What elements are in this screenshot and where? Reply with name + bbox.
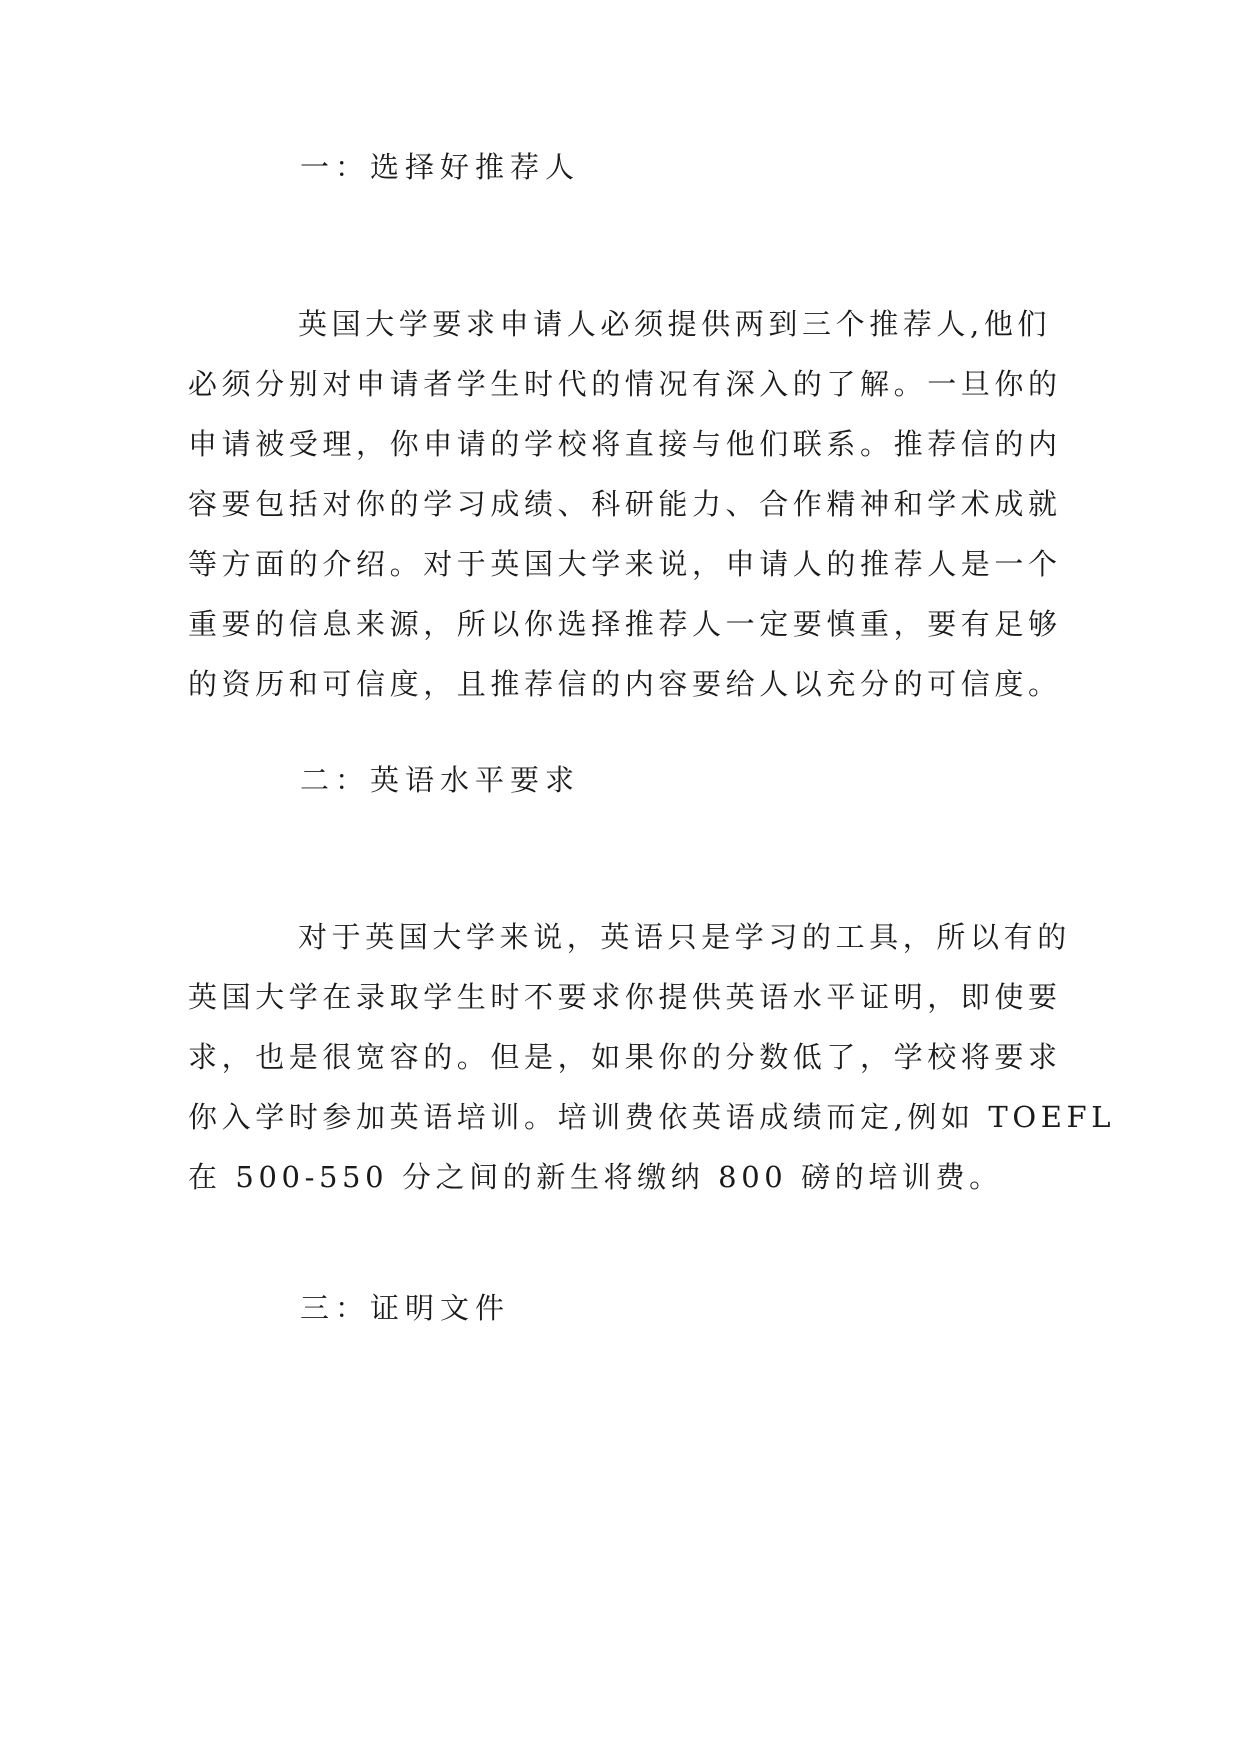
paragraph-line: 容要包括对你的学习成绩、科研能力、合作精神和学术成就 (188, 487, 1062, 521)
section-heading-documents: 三：证明文件 (300, 1291, 511, 1325)
paragraph-line: 必须分别对申请者学生时代的情况有深入的了解。一旦你的 (188, 367, 1062, 401)
paragraph-line: 申请被受理，你申请的学校将直接与他们联系。推荐信的内 (188, 427, 1062, 461)
paragraph-english (188, 907, 1116, 1207)
paragraph-line: 求，也是很宽容的。但是，如果你的分数低了，学校将要求 (188, 1040, 1062, 1074)
paragraph-line: 英国大学在录取学生时不要求你提供英语水平证明，即使要 (188, 980, 1062, 1014)
paragraph-line: 重要的信息来源，所以你选择推荐人一定要慎重，要有足够 (188, 607, 1062, 641)
paragraph-recommender (188, 294, 1068, 714)
paragraph-line: 等方面的介绍。对于英国大学来说，申请人的推荐人是一个 (188, 547, 1062, 581)
section-heading-english: 二：英语水平要求 (300, 763, 581, 797)
paragraph-line: 的资历和可信度，且推荐信的内容要给人以充分的可信度。 (188, 667, 1062, 701)
paragraph-line: 英国大学要求申请人必须提供两到三个推荐人,他们 (298, 307, 1052, 341)
paragraph-line: 在 500-550 分之间的新生将缴纳 800 磅的培训费。 (188, 1160, 1003, 1194)
paragraph-line: 对于英国大学来说，英语只是学习的工具，所以有的 (298, 920, 1071, 954)
paragraph-line: 你入学时参加英语培训。培训费依英语成绩而定,例如 TOEFL (188, 1100, 1116, 1134)
section-heading-recommender: 一：选择好推荐人 (300, 150, 581, 184)
